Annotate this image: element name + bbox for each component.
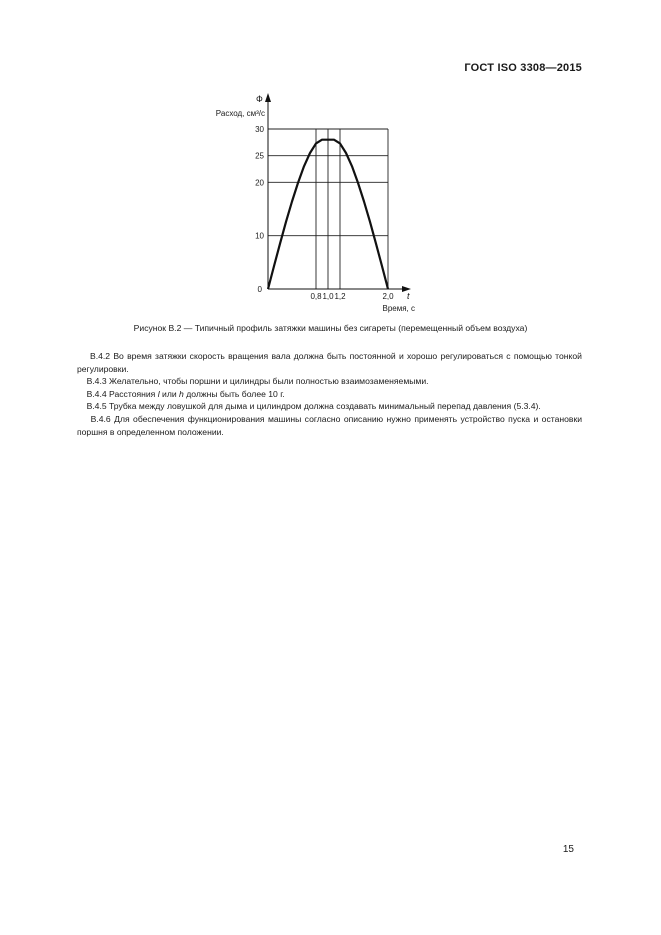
x-axis-symbol: t: [407, 291, 410, 301]
paragraph-text-before: Расстояния: [109, 388, 156, 399]
y-axis-label: Расход, см³/с: [215, 109, 265, 118]
variable-l: l: [157, 388, 160, 399]
paragraph-b42: [77, 350, 582, 375]
paragraph-number: В.4.3: [86, 376, 107, 387]
paragraph-text-mid: или: [162, 388, 177, 399]
paragraph-b45: [77, 400, 582, 413]
body-text: [77, 350, 582, 438]
page-number: 15: [562, 844, 574, 855]
paragraph-text-after: должны быть более 10 г.: [186, 388, 285, 399]
paragraph-number: В.4.2: [89, 351, 111, 361]
paragraph-b46: [77, 413, 582, 438]
paragraph-b43: [77, 375, 582, 388]
paragraph-text: Трубка между ловушкой для дыма и цилиндром должна создавать минимальный перепад давления (5.3.4).: [109, 401, 541, 412]
y-axis-arrow: [265, 93, 271, 102]
origin-label: 0: [257, 285, 262, 294]
y-tick-label: 25: [255, 151, 264, 161]
figure-caption: Рисунок В.2 — Типичный профиль затяжки машины без сигареты (перемещенный объем воздуха): [133, 323, 528, 333]
paragraph-text: Желательно, чтобы поршни и цилиндры были полностью взаимозаменяемыми.: [109, 376, 429, 387]
paragraph-text: Для обеспечения функционирования машины согласно описанию нужно применять устройство пуска и остановки поршня в определенном положении.: [77, 413, 583, 437]
y-tick-label: 20: [255, 178, 264, 188]
x-tick-label: 0,8: [310, 292, 322, 301]
chart-grid: [268, 129, 388, 289]
y-tick-label: 10: [255, 231, 264, 241]
chart-axes: [265, 93, 411, 292]
paragraph-number: В.4.5: [86, 401, 107, 412]
paragraph-text: Во время затяжки скорость вращения вала должна быть постоянной и хорошо регулироваться с помощью тонкой регулировки.: [77, 351, 582, 374]
y-axis-symbol: Ф: [256, 94, 263, 104]
variable-h: h: [179, 388, 184, 399]
x-tick-label: 1,2: [334, 292, 346, 301]
x-tick-label: 1,0: [322, 292, 334, 301]
standard-header: ГОСТ ISO 3308—2015: [464, 62, 582, 74]
x-axis-label: Время, с: [382, 304, 415, 313]
puff-profile-chart: [195, 88, 435, 313]
paragraph-b44: [77, 388, 582, 401]
paragraph-number: В.4.6: [90, 413, 111, 424]
x-tick-label: 2,0: [382, 292, 394, 301]
y-tick-label: 30: [255, 125, 264, 134]
paragraph-number: В.4.4: [86, 388, 107, 399]
